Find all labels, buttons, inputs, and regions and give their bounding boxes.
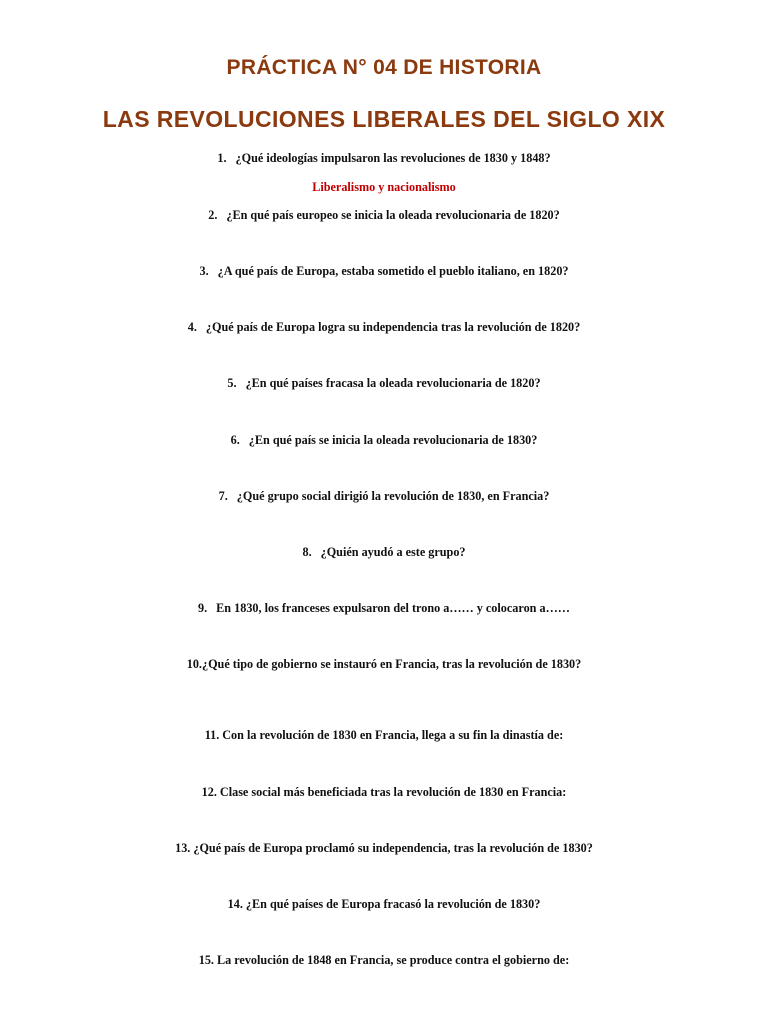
question-2: [0, 208, 768, 223]
question-text: ¿Qué país de Europa proclamó su independencia, tras la revolución de 1830?: [193, 841, 593, 855]
question-8: [0, 545, 768, 560]
question-number: 2.: [208, 208, 218, 222]
question-number: 3.: [199, 264, 209, 278]
question-text: La revolución de 1848 en Francia, se produce contra el gobierno de:: [216, 953, 570, 967]
question-text: ¿En qué países fracasa la oleada revolucionaria de 1820?: [245, 376, 541, 390]
question-text: ¿En qué países de Europa fracasó la revolución de 1830?: [245, 897, 541, 911]
question-12: [0, 785, 768, 800]
question-number: 1.: [217, 151, 227, 165]
question-text: ¿En qué país europeo se inicia la oleada revolucionaria de 1820?: [226, 208, 560, 222]
question-text: ¿Qué grupo social dirigió la revolución de 1830, en Francia?: [236, 489, 550, 503]
question-11: [0, 728, 768, 743]
question-text: En 1830, los franceses expulsaron del trono a…… y colocaron a……: [216, 601, 570, 615]
question-text: ¿Qué ideologías impulsaron las revoluciones de 1830 y 1848?: [235, 151, 551, 165]
question-text: ¿Qué tipo de gobierno se instauró en Francia, tras la revolución de 1830?: [201, 657, 582, 671]
document-title: PRÁCTICA N° 04 DE HISTORIA: [226, 56, 542, 79]
question-text: ¿Quién ayudó a este grupo?: [320, 545, 466, 559]
question-5: [0, 376, 768, 391]
question-13: [0, 841, 768, 856]
question-3: [0, 264, 768, 279]
question-number: 5.: [227, 376, 237, 390]
question-number: 7.: [218, 489, 228, 503]
question-number: 11.: [204, 728, 220, 742]
question-text: ¿A qué país de Europa, estaba sometido el pueblo italiano, en 1820?: [217, 264, 569, 278]
question-number: 9.: [198, 601, 208, 615]
question-number: 12.: [201, 785, 217, 799]
question-number: 4.: [187, 320, 197, 334]
question-text: ¿En qué país se inicia la oleada revolucionaria de 1830?: [248, 433, 538, 447]
question-text: ¿Qué país de Europa logra su independencia tras la revolución de 1820?: [205, 320, 581, 334]
question-number: 13.: [175, 841, 191, 855]
question-7: [0, 489, 768, 504]
question-14: [0, 897, 768, 912]
question-text: Con la revolución de 1830 en Francia, llega a su fin la dinastía de:: [222, 728, 564, 742]
question-number: 10.: [186, 657, 202, 671]
question-1: [0, 151, 768, 166]
answer-1: Liberalismo y nacionalismo: [312, 180, 456, 194]
document-subtitle: LAS REVOLUCIONES LIBERALES DEL SIGLO XIX: [102, 106, 666, 132]
question-number: 6.: [230, 433, 240, 447]
question-10: [0, 657, 768, 672]
question-6: [0, 433, 768, 448]
question-15: [0, 953, 768, 968]
question-9: [0, 601, 768, 616]
question-number: 8.: [302, 545, 312, 559]
question-text: Clase social más beneficiada tras la revolución de 1830 en Francia:: [219, 785, 567, 799]
question-number: 15.: [198, 953, 214, 967]
question-number: 14.: [227, 897, 243, 911]
question-4: [0, 320, 768, 335]
